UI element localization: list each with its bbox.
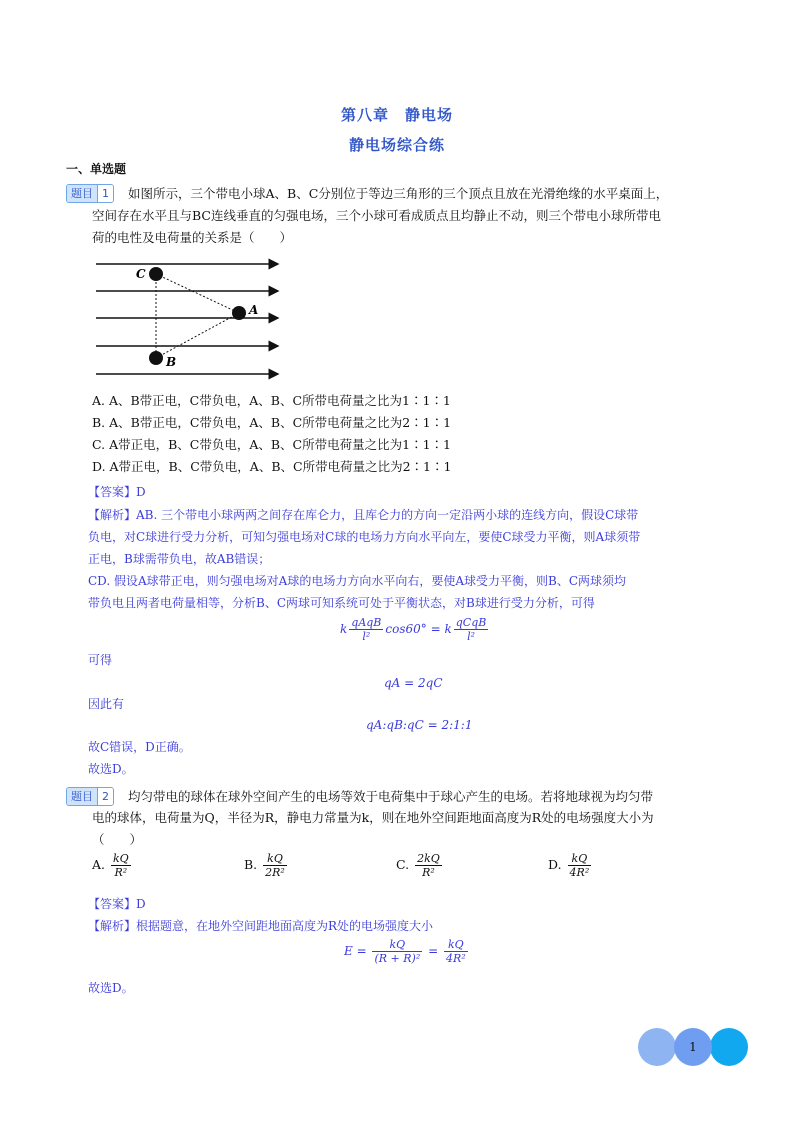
question-tag-1 bbox=[66, 184, 114, 203]
triangle-edge-ca bbox=[156, 274, 239, 313]
denominator: R² bbox=[114, 866, 128, 879]
q2-stem-line-3: （ ） bbox=[92, 832, 143, 847]
triangle-edge-ab bbox=[156, 313, 239, 358]
q1-option-d[interactable]: D. A带正电，B、C带负电，A、B、C所带电荷量之比为2∶1∶1 bbox=[92, 459, 452, 474]
q1-kede: 可得 bbox=[88, 653, 113, 667]
ball-a bbox=[232, 306, 246, 320]
fraction bbox=[454, 616, 489, 643]
question-tag-label: 题目 bbox=[67, 788, 97, 805]
q1-answer: 【答案】D bbox=[88, 485, 146, 499]
coulomb-equation bbox=[340, 616, 490, 643]
denominator: R² bbox=[422, 866, 435, 879]
question-number: 2 bbox=[97, 788, 113, 805]
q1-option-c[interactable]: C. A带正电，B、C带负电，A、B、C所带电荷量之比为1∶1∶1 bbox=[92, 437, 451, 452]
q2-option-b[interactable] bbox=[244, 852, 289, 879]
section-heading: 一、单选题 bbox=[66, 162, 127, 176]
q1-option-a[interactable]: A. A、B带正电，C带负电，A、B、C所带电荷量之比为1∶1∶1 bbox=[92, 393, 451, 408]
equation-middle: cos60° = k bbox=[385, 622, 452, 636]
numerator: qAqB bbox=[351, 616, 382, 629]
decor-circle-right bbox=[710, 1028, 748, 1066]
label-a: A bbox=[249, 303, 259, 317]
q2-option-a[interactable] bbox=[92, 852, 133, 879]
numerator: kQ bbox=[263, 852, 287, 866]
fraction bbox=[372, 938, 422, 965]
decor-circle-left bbox=[638, 1028, 676, 1066]
q1-yinci: 因此有 bbox=[88, 697, 125, 711]
q1-conclusion: 故C错误，D正确。 bbox=[88, 740, 191, 754]
constant-k: k bbox=[340, 622, 348, 636]
q1-stem-line-2: 空间存在水平且与BC连线垂直的匀强电场，三个小球可看成质点且均静止不动，则三个带电小球所带电 bbox=[92, 208, 661, 223]
question-tag-2 bbox=[66, 787, 114, 806]
fraction bbox=[349, 616, 383, 643]
denominator: 2R² bbox=[265, 866, 285, 879]
numerator: kQ bbox=[444, 938, 468, 952]
denominator: 4R² bbox=[569, 866, 590, 879]
q2-answer: 【答案】D bbox=[88, 897, 146, 911]
chapter-title: 第八章 静电场 bbox=[340, 106, 453, 124]
question-number: 1 bbox=[97, 185, 113, 202]
q2-option-c[interactable] bbox=[396, 852, 444, 879]
option-letter: C. bbox=[396, 857, 410, 872]
option-letter: B. bbox=[244, 857, 258, 872]
equals-sign: = bbox=[428, 944, 439, 958]
equation-lhs: E = bbox=[344, 944, 367, 958]
field-strength-equation bbox=[344, 938, 470, 965]
ball-b bbox=[149, 351, 163, 365]
sub-title: 静电场综合练 bbox=[348, 136, 445, 154]
question-tag-label: 题目 bbox=[67, 185, 97, 202]
denominator: (R + R)² bbox=[374, 952, 421, 965]
fraction bbox=[415, 852, 442, 879]
label-b: B bbox=[166, 355, 177, 369]
denominator: l² bbox=[362, 630, 371, 643]
numerator: kQ bbox=[372, 938, 422, 952]
q1-analysis-line-4: CD. 假设A球带正电，则匀强电场对A球的电场力方向水平向右，要使A球受力平衡，则B、C两球须均 bbox=[88, 574, 627, 588]
label-c: C bbox=[136, 267, 146, 281]
fraction bbox=[444, 938, 468, 965]
charge-relation: qA = 2qC bbox=[384, 676, 443, 690]
page-number: 1 bbox=[689, 1040, 697, 1054]
numerator: kQ bbox=[113, 852, 129, 865]
q1-option-b[interactable]: B. A、B带正电，C带负电，A、B、C所带电荷量之比为2∶1∶1 bbox=[92, 415, 452, 430]
q2-analysis: 【解析】根据题意，在地外空间距地面高度为R处的电场强度大小 bbox=[88, 919, 434, 933]
q1-analysis-line-5: 带负电且两者电荷量相等，分析B、C两球可知系统可处于平衡状态，对B球进行受力分析，可得 bbox=[88, 596, 595, 610]
q1-stem-line-1: 如图所示，三个带电小球A、B、C分别位于等边三角形的三个顶点且放在光滑绝缘的水平桌面上， bbox=[128, 186, 669, 201]
q1-analysis-line-1: 【解析】AB. 三个带电小球两两之间存在库仑力，且库仑力的方向一定沿两小球的连线方向，假设C球带 bbox=[88, 508, 639, 522]
ball-c bbox=[149, 267, 163, 281]
q2-stem-line-2: 电的球体，电荷量为Q，半径为R，静电力常量为k，则在地外空间距地面高度为R处的电场强度大小为 bbox=[92, 810, 654, 825]
denominator: l² bbox=[467, 630, 475, 643]
numerator: qCqB bbox=[455, 616, 487, 629]
fraction bbox=[111, 852, 131, 879]
field-diagram bbox=[92, 256, 292, 382]
page-number-badge bbox=[674, 1028, 712, 1066]
denominator: 4R² bbox=[445, 952, 466, 965]
charge-ratio: qA:qB:qC = 2:1:1 bbox=[366, 718, 473, 732]
q1-analysis-line-2: 负电，对C球进行受力分析，可知匀强电场对C球的电场力方向水平向左，要使C球受力平衡，则A球须带 bbox=[88, 530, 641, 544]
numerator: 2kQ bbox=[417, 852, 440, 865]
option-letter: A. bbox=[92, 857, 106, 872]
q2-choice: 故选D。 bbox=[88, 981, 134, 995]
q1-choice: 故选D。 bbox=[88, 762, 134, 776]
q1-analysis-line-3: 正电，B球需带负电，故AB错误； bbox=[88, 552, 271, 566]
fraction bbox=[568, 852, 592, 879]
fraction bbox=[263, 852, 287, 879]
option-letter: D. bbox=[548, 857, 562, 872]
q2-option-d[interactable] bbox=[548, 852, 593, 879]
numerator: kQ bbox=[568, 852, 592, 866]
q1-stem-line-3: 荷的电性及电荷量的关系是（ ） bbox=[92, 230, 293, 245]
q2-stem-line-1: 均匀带电的球体在球外空间产生的电场等效于电荷集中于球心产生的电场。若将地球视为均匀带 bbox=[128, 789, 654, 804]
